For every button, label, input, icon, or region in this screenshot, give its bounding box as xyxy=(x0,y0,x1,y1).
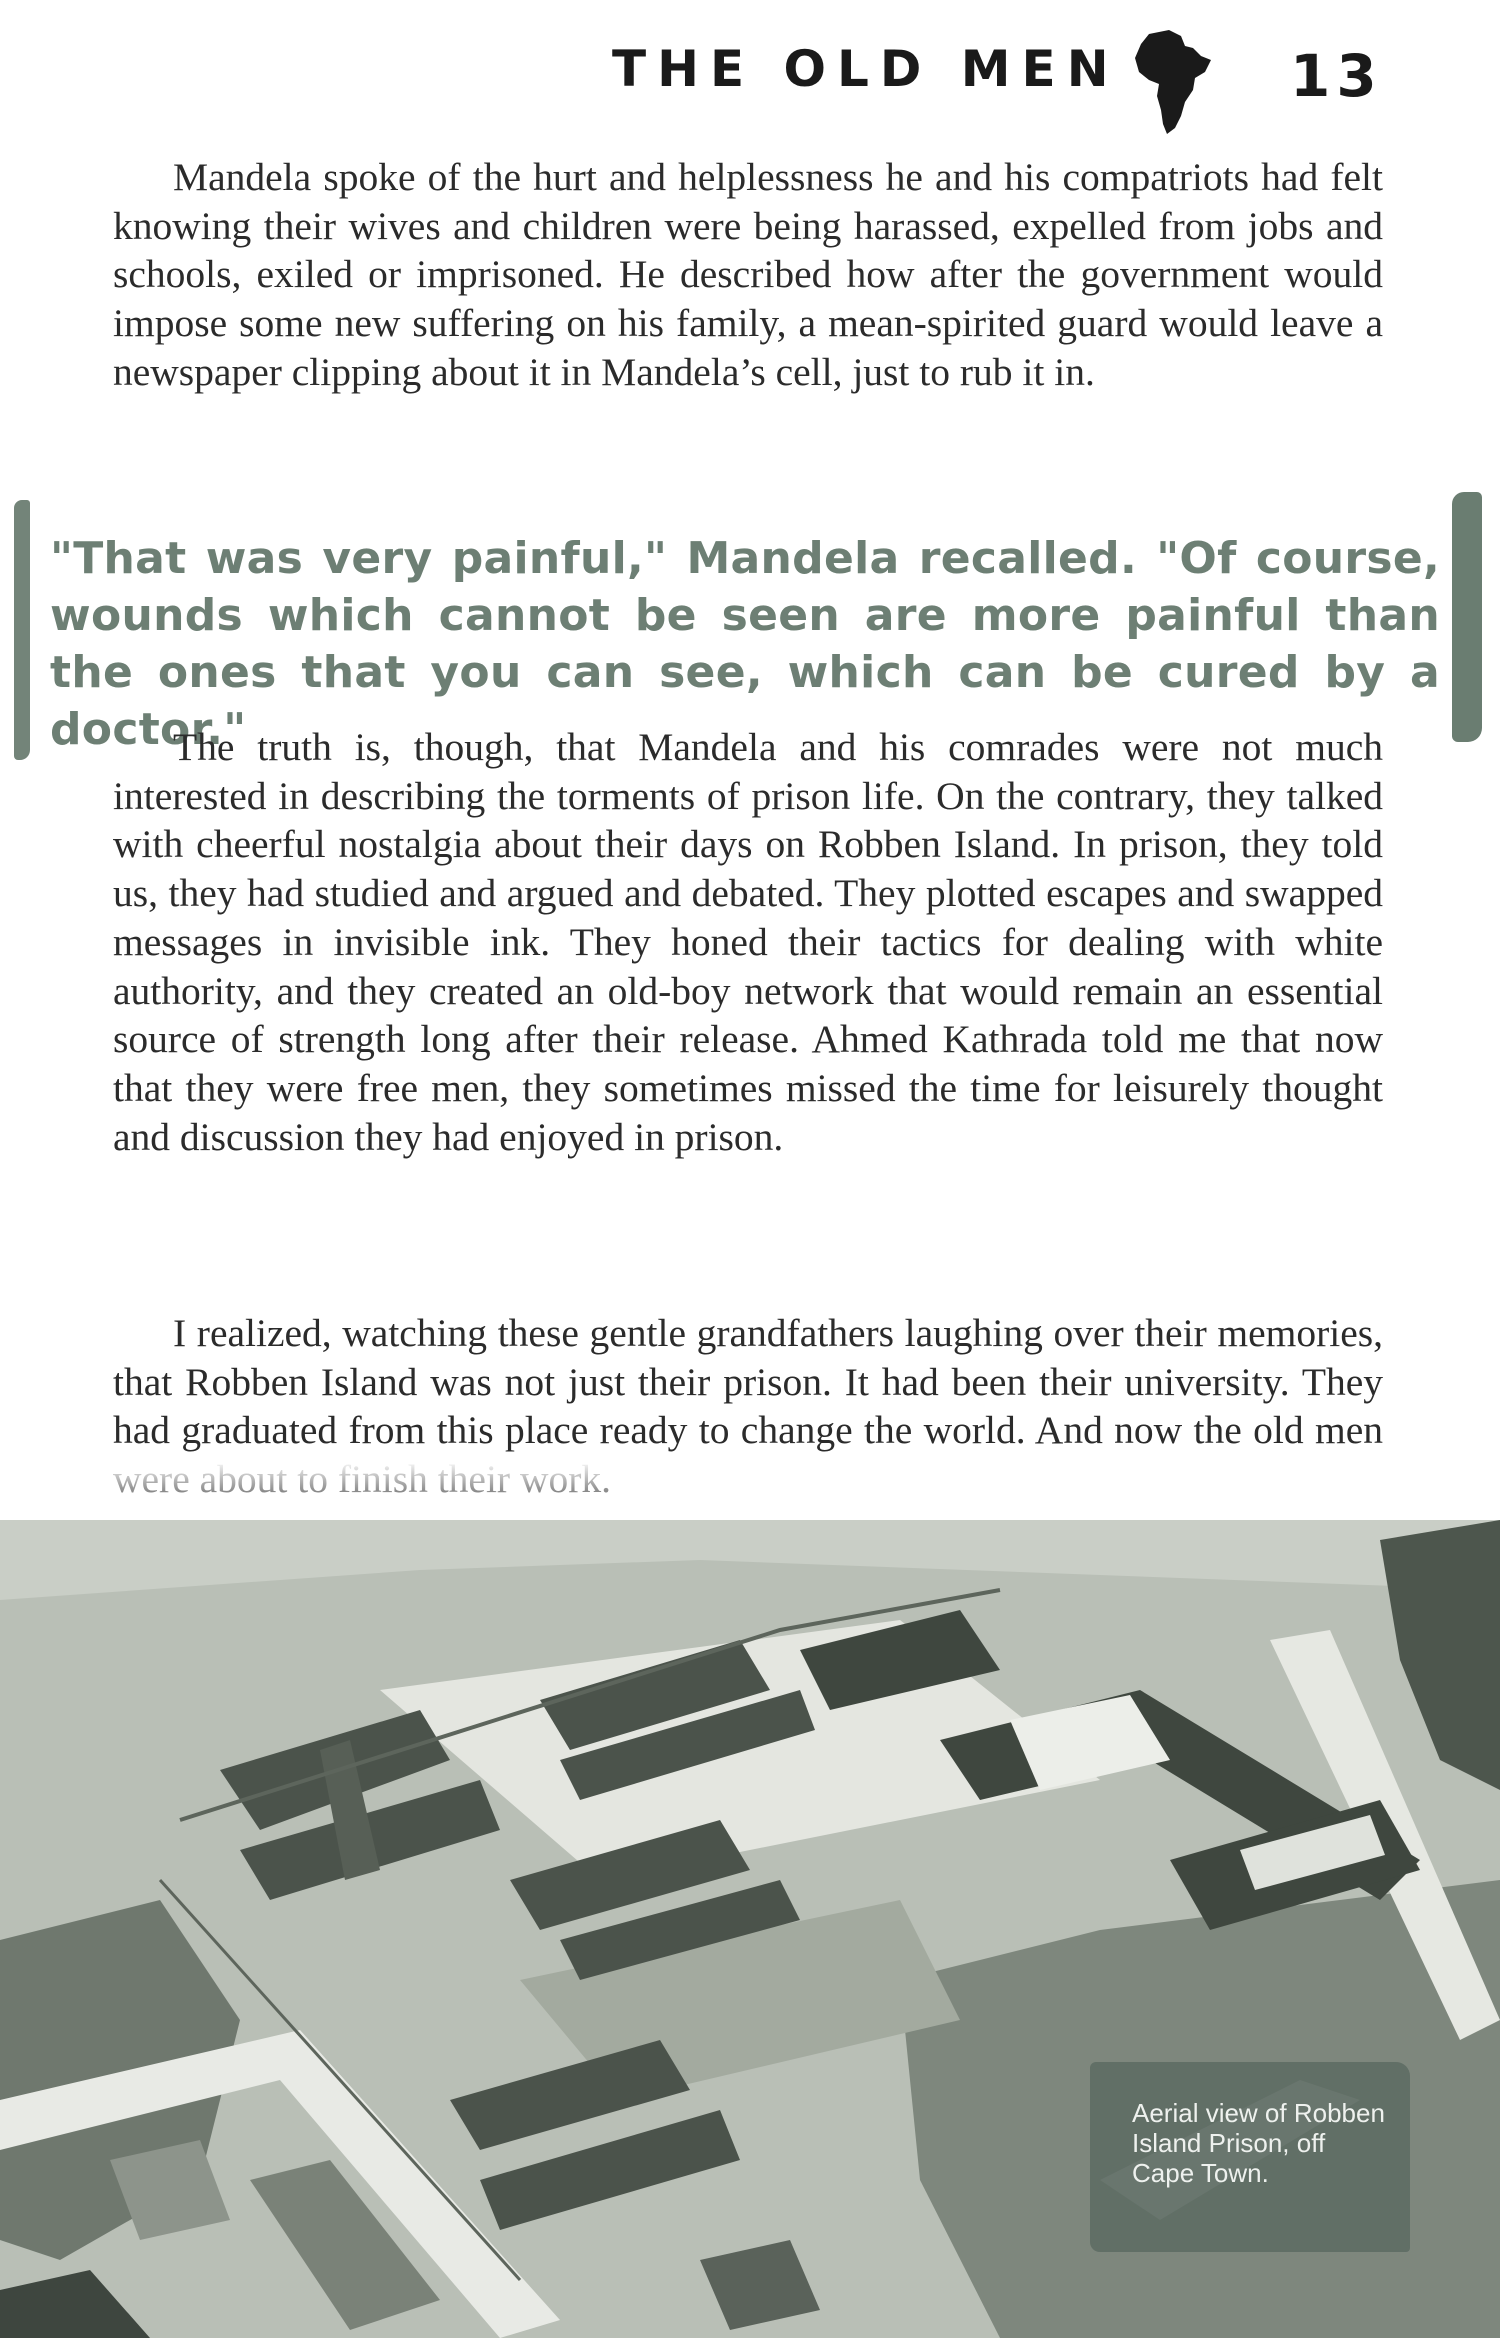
pull-quote: "That was very painful," Mandela recalled. "Of course, wounds which cannot be seen are more painful than the ones that you can see, which can be cured by a doctor." xyxy=(50,533,1440,755)
photo-caption: Aerial view of Robben Island Prison, off Cape Town. xyxy=(1132,2098,1385,2188)
page-header xyxy=(0,30,1500,120)
brush-stroke-left xyxy=(14,500,30,760)
body-paragraph-2: The truth is, though, that Mandela and his comrades were not much interested in describing the torments of prison life. On the contrary, they talked with cheerful nostalgia about their days on Robben Island. In prison, they told us, they had studied and argued and debated. They plotted escapes and swapped messages in invisible ink. They honed their tactics for dealing with white authority, and they created an old-boy network that would remain an essential source of strength long after their release. Ahmed Kathrada told me that now that they were free men, they sometimes missed the time for leisurely thought and discussion they had enjoyed in prison. xyxy=(113,725,1383,1159)
page-number: 13 xyxy=(1290,42,1383,110)
pull-quote-block xyxy=(0,500,1500,755)
body-paragraph-3: I realized, watching these gentle grandfathers laughing over their memories, that Robben Island was not just their prison. It had been their university. They had graduated from this place ready to change the world. And now the old men xyxy=(113,1311,1383,1453)
running-head: THE OLD MEN xyxy=(612,40,1120,98)
africa-silhouette-icon xyxy=(1135,30,1211,134)
body-paragraph-1: Mandela spoke of the hurt and helplessness he and his compatriots had felt knowing their wives and children were being harassed, expelled from jobs and schools, exiled or imprisoned. He described how after the government would impose some new suffering on his family, a mean-spirited guard would leave a newspaper clipping about it in Mandela’s cell, just to rub it in. xyxy=(113,155,1383,394)
brush-stroke-right xyxy=(1452,492,1482,742)
